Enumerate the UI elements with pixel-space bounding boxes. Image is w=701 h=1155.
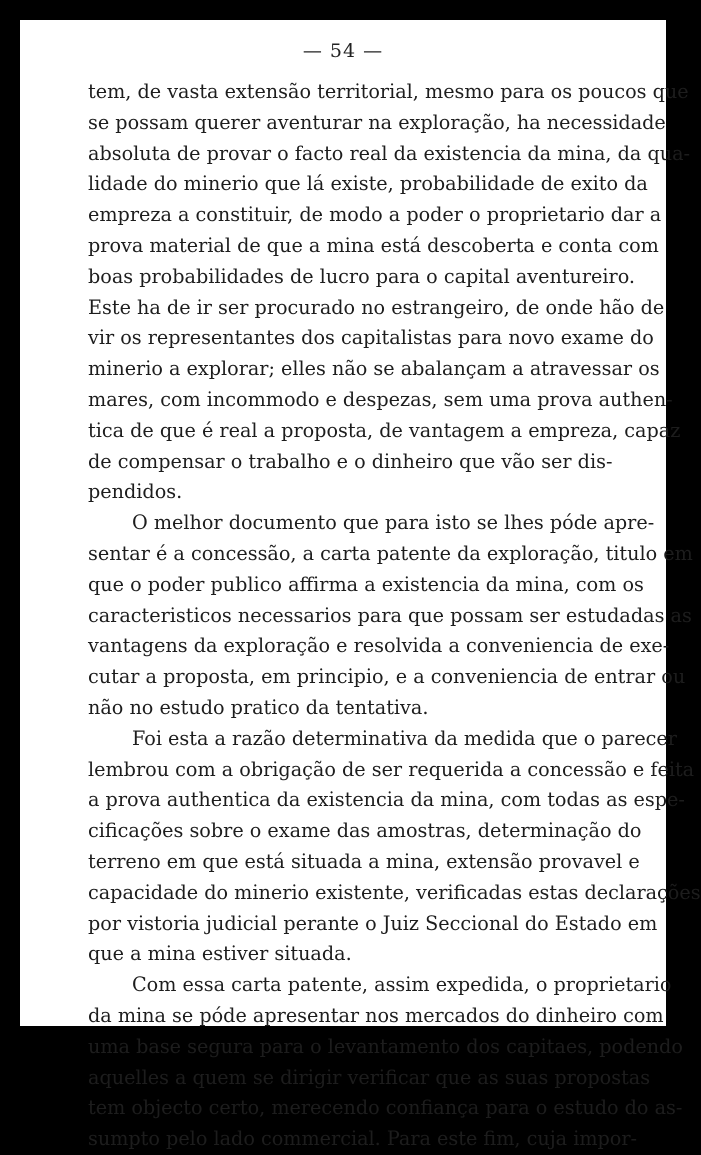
text-line: cutar a proposta, em principio, e a conveniencia de entrar ou [88,665,686,689]
paragraph-first-line: Foi esta a razão determinativa da medida que o parecer [132,726,677,750]
text-line: Este ha de ir ser procurado no estrangeiro, de onde hão de [88,295,665,319]
paragraph-first-line: O melhor documento que para isto se lhes póde apre- [132,511,655,535]
text-line: vir os representantes dos capitalistas para novo exame do [88,326,654,350]
text-line: empreza a constituir, de modo a poder o proprietario dar a [88,203,662,227]
text-line: caracteristicos necessarios para que possam ser estudadas as [88,603,692,627]
text-line: de compensar o trabalho e o dinheiro que vão ser dis- [88,449,613,473]
text-line: lembrou com a obrigação de ser requerida a concessão e feita [88,757,695,781]
text-line: sentar é a concessão, a carta patente da exploração, titulo em [88,541,693,565]
text-line: vantagens da exploração e resolvida a conveniencia de exe- [88,634,670,658]
text-line: absoluta de provar o facto real da existencia da mina, da qua- [88,141,691,165]
text-line: uma base segura para o levantamento dos capitaes, podendo [88,1034,683,1058]
text-line: não no estudo pratico da tentativa. [88,695,429,719]
text-line: sumpto pelo lado commercial. Para este fim, cuja impor- [88,1127,638,1151]
text-line: tem objecto certo, merecendo confiança para o estudo do as- [88,1096,683,1120]
text-line: que a mina estiver situada. [88,942,352,966]
text-line: pendidos. [88,480,183,504]
text-line: lidade do minerio que lá existe, probabilidade de exito da [88,172,648,196]
text-line: aquelles a quem se dirigir verificar que as suas propostas [88,1065,651,1089]
text-line: terreno em que está situada a mina, extensão provavel e [88,849,640,873]
text-line: tem, de vasta extensão territorial, mesmo para os poucos que [88,80,689,103]
text-line: tica de que é real a proposta, de vantagem a empreza, capaz [88,418,681,442]
text-line: prova material de que a mina está descoberta e conta com [88,233,659,257]
text-line: mares, com incommodo e despezas, sem uma prova authen- [88,387,673,411]
text-line: minerio a explorar; elles não se abalançam a atravessar os [88,357,660,381]
text-line: capacidade do minerio existente, verificadas estas declarações [88,880,701,904]
text-line: a prova authentica da existencia da mina, com todas as espe- [88,788,685,812]
page-number: — 54 — [302,40,384,62]
document-page [20,20,701,1151]
text-line: cificações sobre o exame das amostras, determinação do [88,819,642,843]
text-line: por vistoria judicial perante o Juiz Seccional do Estado em [88,911,658,935]
text-line: da mina se póde apresentar nos mercados do dinheiro com [88,1003,664,1027]
text-line: se possam querer aventurar na exploração, ha necessidade [88,110,666,134]
paragraph-first-line: Com essa carta patente, assim expedida, o proprietario [132,973,672,997]
body-text [88,77,701,1155]
text-line: que o poder publico affirma a existencia da mina, com os [88,572,644,596]
text-line: boas probabilidades de lucro para o capital aventureiro. [88,264,636,288]
